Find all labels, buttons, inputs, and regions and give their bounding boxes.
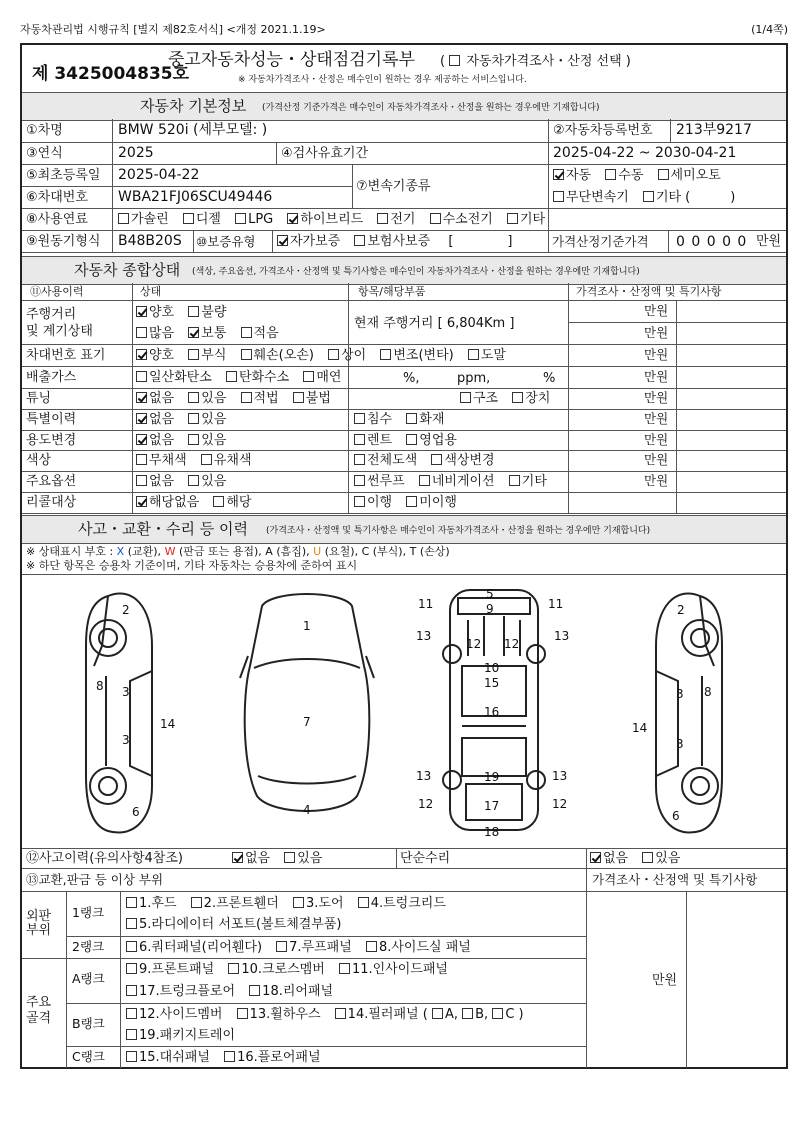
main-frame-label-1: 주요 (26, 995, 52, 1010)
price-standard-value: 0 0 0 0 0 (676, 234, 748, 250)
hc-checkbox[interactable] (226, 371, 237, 382)
status-legend: ※ 상태표시 부호 : X (교환), W (판금 또는 용접), A (흠집), U (요철), C (부식), T (손상) (26, 545, 450, 558)
diagram-label-14-right: 14 (632, 721, 648, 735)
rankA-row1: 9.프론트패널 10.크로스멤버 11.인사이드패널 (126, 963, 448, 976)
main-options-options: 없음 있음 (136, 475, 226, 488)
floor-panel-checkbox[interactable] (224, 1051, 235, 1062)
special-none-checkbox[interactable] (136, 413, 147, 424)
co-checkbox[interactable] (136, 371, 147, 382)
vin-unit: 만원 (644, 347, 669, 362)
tuning-parts: 구조 장치 (460, 392, 550, 405)
usage-change-unit: 만원 (644, 432, 669, 447)
diagram-label-11-left: 11 (418, 597, 434, 611)
mileage-normal-checkbox[interactable] (188, 327, 199, 338)
vin-marking-label: 차대번호 표기 (26, 348, 106, 363)
business-checkbox[interactable] (406, 434, 417, 445)
radiator-support-checkbox[interactable] (126, 918, 137, 929)
accident-note: (가격조사・산정액 및 특기사항은 매수인이 자동차가격조사・산정을 원하는 경우에만 기재합니다) (266, 526, 651, 536)
usage-change-label: 용도변경 (26, 433, 77, 448)
door-checkbox[interactable] (293, 897, 304, 908)
trunk-floor-checkbox[interactable] (126, 985, 137, 996)
car-name-label: ①차명 (26, 123, 63, 138)
price-standard-label: 가격산정기준가격 (552, 234, 649, 249)
trans-cvt-checkbox[interactable] (553, 191, 564, 202)
tuning-none-checkbox[interactable] (136, 392, 147, 403)
pillar-c-checkbox[interactable] (492, 1008, 503, 1019)
recall-yes-checkbox[interactable] (213, 496, 224, 507)
options-unit: 만원 (644, 473, 669, 488)
trans-manual-checkbox[interactable] (605, 169, 616, 180)
vin-altered-checkbox[interactable] (380, 349, 391, 360)
wheel-house-checkbox[interactable] (237, 1008, 248, 1019)
color-parts: 전체도색 색상변경 (354, 454, 495, 467)
trans-auto-checkbox[interactable] (553, 169, 564, 180)
trunk-lid-checkbox[interactable] (358, 897, 369, 908)
recall-label: 리콜대상 (26, 495, 77, 510)
current-mileage: 현재 주행거리 [ 6,804Km ] (354, 316, 515, 331)
diagram-label-3-right-a: 3 (676, 687, 684, 701)
flood-checkbox[interactable] (354, 413, 365, 424)
first-registration-label: ⑤최초등록일 (26, 168, 101, 183)
page-number: (1/4쪽) (751, 23, 788, 36)
vin-marking-options: 양호 부식 훼손(오손) 상이 변조(변타) 도말 (136, 349, 506, 362)
main-frame-label-2: 골격 (26, 1011, 52, 1026)
diagram-label-12-rear-right: 12 (552, 797, 568, 811)
vin-smeared-checkbox[interactable] (468, 349, 479, 360)
diagram-label-4: 4 (303, 803, 311, 817)
rent-checkbox[interactable] (354, 434, 365, 445)
warranty-options: 자가보증 보험사보증 [ ] (277, 235, 512, 248)
diagram-label-8-right: 8 (704, 685, 712, 699)
color-options: 무채색 유채색 (136, 454, 252, 467)
col-price: 가격조사・산정액 및 특기사항 (576, 285, 722, 298)
simple-repair-label: 단순수리 (400, 851, 451, 866)
transmission-label: ⑦변속기종류 (356, 179, 431, 194)
side-sill-checkbox[interactable] (366, 941, 377, 952)
recall-options: 해당없음 해당 (136, 496, 252, 509)
diagram-label-12-front-right: 12 (504, 637, 520, 651)
transmission-options-row2: 무단변속기 기타 ( ) (553, 191, 735, 204)
usage-none-checkbox[interactable] (136, 434, 147, 445)
symbol-w: W (164, 545, 176, 558)
accident-exists-checkbox[interactable] (284, 852, 295, 863)
mileage-many-checkbox[interactable] (136, 327, 147, 338)
chromatic-checkbox[interactable] (201, 454, 212, 465)
sunroof-checkbox[interactable] (354, 475, 365, 486)
vin-value: WBA21FJ06SCU49446 (118, 189, 273, 205)
quarter-panel-checkbox[interactable] (126, 941, 137, 952)
rankB-row1: 12.사이드멤버 13.휠하우스 14.필러패널 ( A, B, C ) (126, 1008, 524, 1021)
price-standard-unit: 만원 (756, 234, 782, 249)
mileage-unit-2: 만원 (644, 325, 669, 340)
recall-done-checkbox[interactable] (354, 496, 365, 507)
basic-info-heading: 자동차 기본정보 (140, 97, 247, 115)
vin-label: ⑥차대번호 (26, 190, 88, 205)
emission-label: 배출가스 (26, 370, 77, 385)
navi-checkbox[interactable] (419, 475, 430, 486)
diagram-label-3-left-a: 3 (122, 685, 130, 699)
tuning-structure-checkbox[interactable] (460, 392, 471, 403)
usage-change-parts: 렌트 영업용 (354, 434, 457, 447)
diagram-label-19: 19 (484, 770, 500, 784)
option-other-checkbox[interactable] (509, 475, 520, 486)
accident-history-label: ⑫사고이력(유의사항4참조) (26, 851, 183, 866)
recall-notdone-checkbox[interactable] (406, 496, 417, 507)
fuel-lpg-checkbox[interactable] (235, 213, 246, 224)
rankC-label: C랭크 (72, 1049, 105, 1064)
pillar-a-checkbox[interactable] (432, 1008, 443, 1019)
pillar-panel-checkbox[interactable] (335, 1008, 346, 1019)
warranty-insurance-checkbox[interactable] (354, 235, 365, 246)
diagram-label-9: 9 (486, 602, 494, 616)
inspection-validity-value: 2025-04-22 ~ 2030-04-21 (553, 145, 737, 161)
diagram-label-2-right: 2 (677, 603, 685, 617)
color-unit: 만원 (644, 452, 669, 467)
options-none-checkbox[interactable] (136, 475, 147, 486)
registration-value: 213부9217 (676, 122, 752, 138)
smoke-checkbox[interactable] (303, 371, 314, 382)
achromatic-checkbox[interactable] (136, 454, 147, 465)
diagram-label-13-rear-right: 13 (552, 769, 568, 783)
symbol-c: C (361, 545, 370, 558)
emission-pct: %, (403, 371, 420, 386)
side-member-checkbox[interactable] (126, 1008, 137, 1019)
tuning-device-checkbox[interactable] (512, 392, 523, 403)
diagram-label-13-rear-left: 13 (416, 769, 432, 783)
colorchange-checkbox[interactable] (431, 454, 442, 465)
col-usage-history: ⑪사용이력 (30, 285, 84, 298)
tuning-illegal-checkbox[interactable] (293, 392, 304, 403)
title-option: ( 자동차가격조사・산정 선택 ) (440, 54, 631, 69)
front-panel-checkbox[interactable] (126, 963, 137, 974)
emission-ppm: ppm, (457, 371, 491, 386)
simple-repair-none-checkbox[interactable] (590, 852, 601, 863)
col-part: 항목/해당부품 (358, 285, 426, 298)
diagram-label-12-front-left: 12 (466, 637, 482, 651)
simple-repair-exists-checkbox[interactable] (642, 852, 653, 863)
tuning-label: 튜닝 (26, 391, 52, 406)
rank1-label: 1랭크 (72, 905, 105, 920)
meter-good-checkbox[interactable] (136, 306, 147, 317)
diagram-label-14-left: 14 (160, 717, 176, 731)
front-fender-checkbox[interactable] (191, 897, 202, 908)
rank1-row2: 5.라디에이터 서포트(볼트체결부품) (126, 918, 342, 931)
main-options-label: 주요옵션 (26, 474, 77, 489)
mileage-label-2: 및 계기상태 (26, 324, 93, 339)
diagram-label-6-right: 6 (672, 809, 680, 823)
passenger-car-note: ※ 하단 항목은 승용차 기준이며, 기타 자동차는 승용차에 준하여 표시 (26, 559, 358, 572)
diagram-label-10: 10 (484, 661, 500, 675)
emission-pct2: % (543, 371, 556, 386)
tuning-legal-checkbox[interactable] (241, 392, 252, 403)
recall-none-checkbox[interactable] (136, 496, 147, 507)
package-tray-checkbox[interactable] (126, 1029, 137, 1040)
diagram-label-16: 16 (484, 705, 500, 719)
basic-info-note: (가격산정 기준가격은 매수인이 자동차가격조사・산정을 원하는 경우에만 기재합니다) (262, 103, 600, 113)
vin-corrosion-checkbox[interactable] (188, 349, 199, 360)
tuning-options: 없음 있음 적법 불법 (136, 392, 331, 405)
dash-panel-checkbox[interactable] (126, 1051, 137, 1062)
hood-checkbox[interactable] (126, 897, 137, 908)
usage-change-options: 없음 있음 (136, 434, 226, 447)
fuel-label: ⑧사용연료 (26, 212, 88, 227)
car-name-value: BMW 520i (세부모델: ) (118, 122, 268, 138)
diagram-label-3-left-b: 3 (122, 733, 130, 747)
exchange-price-label: 가격조사・산정액 및 특기사항 (592, 872, 758, 887)
special-history-parts: 침수 화재 (354, 413, 444, 426)
transmission-options-row1: 자동 수동 세미오토 (553, 169, 721, 182)
special-exists-checkbox[interactable] (188, 413, 199, 424)
emission-unit: 만원 (644, 369, 669, 384)
vin-damage-checkbox[interactable] (241, 349, 252, 360)
rear-panel-checkbox[interactable] (249, 985, 260, 996)
inside-panel-checkbox[interactable] (339, 963, 350, 974)
symbol-x: X (116, 545, 125, 558)
outer-label-2: 부위 (26, 923, 52, 938)
fuel-options: 가솔린 디젤 LPG 하이브리드 전기 수소전기 기타 (118, 213, 545, 226)
symbol-t: T (409, 545, 417, 558)
exchange-parts-label: ⑬교환,판금 등 이상 부위 (26, 872, 164, 887)
registration-label: ②자동차등록번호 (553, 123, 653, 138)
symbol-u: U (313, 545, 322, 558)
diagram-label-15: 15 (484, 676, 500, 690)
overall-heading: 자동차 종합상태 (74, 261, 181, 279)
diagram-label-12-rear-left: 12 (418, 797, 434, 811)
accident-history-options: 없음 있음 (232, 852, 322, 865)
fuel-diesel-checkbox[interactable] (183, 213, 194, 224)
mileage-label-1: 주행거리 (26, 307, 77, 322)
rank2-label: 2랭크 (72, 939, 105, 954)
tuning-unit: 만원 (644, 390, 669, 405)
fuel-hybrid-checkbox[interactable] (287, 213, 298, 224)
accident-none-checkbox[interactable] (232, 852, 243, 863)
trans-semi-checkbox[interactable] (658, 169, 669, 180)
rankB-row2: 19.패키지트레이 (126, 1029, 235, 1042)
document-number: 제 3425004835호 (32, 64, 190, 84)
mileage-state-row: 많음 보통 적음 (136, 327, 279, 340)
fullpaint-checkbox[interactable] (354, 454, 365, 465)
rankA-label: A랭크 (72, 971, 105, 986)
overall-note: (색상, 주요옵션, 가격조사・산정액 및 특기사항은 매수인이 자동차가격조사・산정을 원하는 경우에만 기재합니다) (192, 267, 640, 277)
diagram-label-13-front-left: 13 (416, 629, 432, 643)
price-survey-checkbox[interactable] (449, 55, 460, 66)
rankC-row: 15.대쉬패널 16.플로어패널 (126, 1051, 321, 1064)
rank2-row: 6.쿼터패널(리어휀다) 7.루프패널 8.사이드실 패널 (126, 941, 471, 954)
rank1-row1: 1.후드 2.프론트휀더 3.도어 4.트렁크리드 (126, 897, 446, 910)
symbol-a: A (265, 545, 273, 558)
mileage-few-checkbox[interactable] (241, 327, 252, 338)
fuel-hydrogen-checkbox[interactable] (430, 213, 441, 224)
year-value: 2025 (118, 145, 154, 161)
mileage-unit-1: 만원 (644, 303, 669, 318)
options-exists-checkbox[interactable] (188, 475, 199, 486)
outer-label-1: 외판 (26, 909, 52, 924)
roof-panel-checkbox[interactable] (276, 941, 287, 952)
color-label: 색상 (26, 453, 52, 468)
diagram-label-3-right-b: 3 (676, 737, 684, 751)
cross-member-checkbox[interactable] (228, 963, 239, 974)
fuel-other-checkbox[interactable] (507, 213, 518, 224)
meter-state-row: 양호 불량 (136, 306, 226, 319)
main-options-parts: 썬루프 네비게이션 기타 (354, 475, 547, 488)
diagram-label-17: 17 (484, 799, 500, 813)
fire-checkbox[interactable] (406, 413, 417, 424)
rankA-row2: 17.트렁크플로어 18.리어패널 (126, 985, 333, 998)
special-history-unit: 만원 (644, 411, 669, 426)
diagram-label-11-right: 11 (548, 597, 564, 611)
diagram-label-5: 5 (486, 587, 494, 601)
diagram-label-8-left: 8 (96, 679, 104, 693)
regulation-text: 자동차관리법 시행규칙 [별지 제82호서식] <개정 2021.1.19> (20, 23, 326, 36)
inspection-validity-label: ④검사유효기간 (281, 146, 369, 161)
vin-different-checkbox[interactable] (328, 349, 339, 360)
warranty-self-checkbox[interactable] (277, 235, 288, 246)
first-registration-value: 2025-04-22 (118, 167, 200, 183)
document-title: 중고자동차성능・상태점검기록부 (168, 50, 415, 70)
diagram-label-1: 1 (303, 619, 311, 633)
header-note: ※ 자동차가격조사・산정은 매수인이 원하는 경우 제공하는 서비스입니다. (238, 75, 527, 85)
vin-good-checkbox[interactable] (136, 349, 147, 360)
engine-value: B48B20S (118, 233, 182, 249)
diagram-label-6-left: 6 (132, 805, 140, 819)
fuel-gasoline-checkbox[interactable] (118, 213, 129, 224)
diagram-label-2-left: 2 (122, 603, 130, 617)
accident-heading: 사고・교환・수리 등 이력 (78, 520, 248, 538)
diagram-label-13-front-right: 13 (554, 629, 570, 643)
emission-options: 일산화탄소 탄화수소 매연 (136, 371, 341, 384)
exchange-price-unit: 만원 (652, 973, 678, 988)
engine-label: ⑨원동기형식 (26, 234, 101, 249)
col-state: 상태 (140, 285, 162, 298)
tuning-exists-checkbox[interactable] (188, 392, 199, 403)
simple-repair-options: 없음 있음 (590, 852, 680, 865)
rankB-label: B랭크 (72, 1016, 105, 1031)
usage-exists-checkbox[interactable] (188, 434, 199, 445)
warranty-label: ⑩보증유형 (196, 234, 256, 249)
special-history-label: 특별이력 (26, 412, 77, 427)
pillar-b-checkbox[interactable] (462, 1008, 473, 1019)
year-label: ③연식 (26, 146, 63, 161)
trans-other-checkbox[interactable] (643, 191, 654, 202)
special-history-options: 없음 있음 (136, 413, 226, 426)
meter-bad-checkbox[interactable] (188, 306, 199, 317)
diagram-label-7: 7 (303, 715, 311, 729)
diagram-label-18: 18 (484, 825, 500, 839)
fuel-electric-checkbox[interactable] (377, 213, 388, 224)
recall-parts: 이행 미이행 (354, 496, 457, 509)
